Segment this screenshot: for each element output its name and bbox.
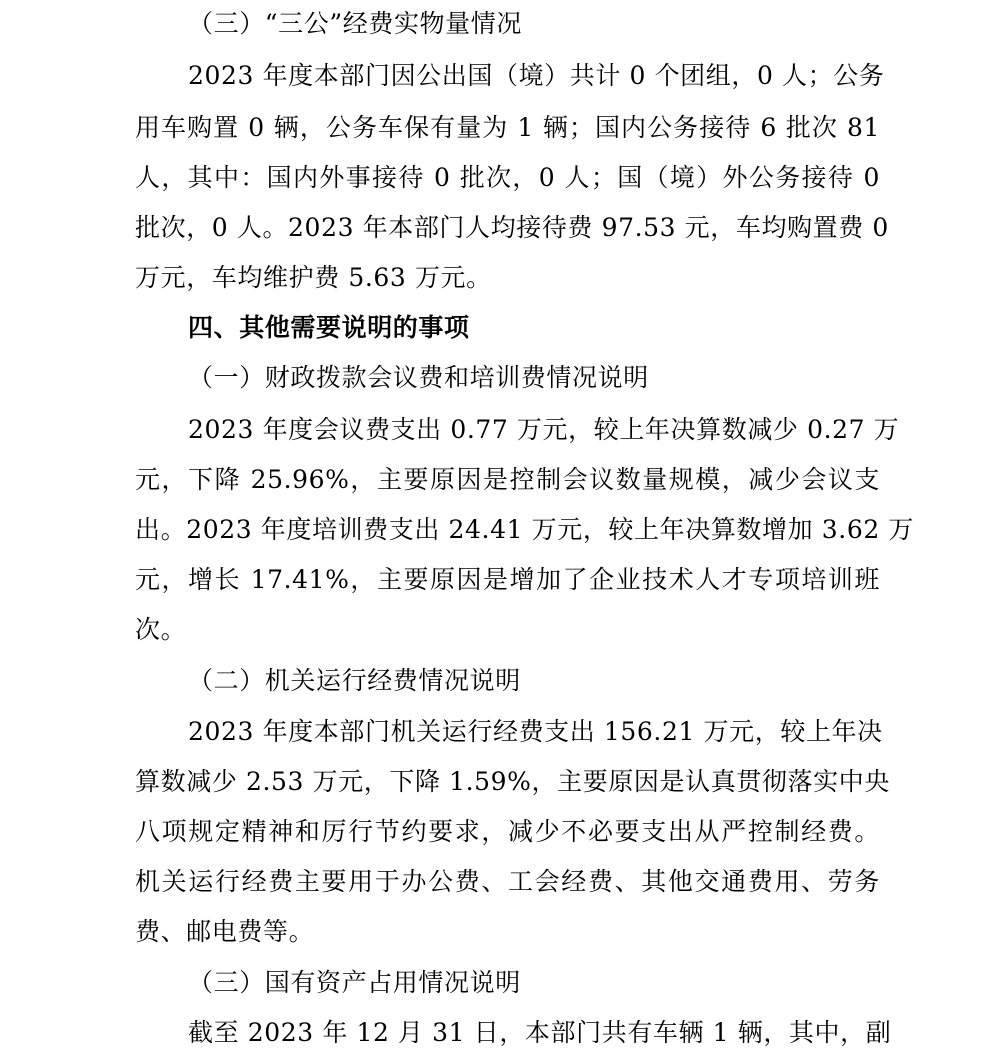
paragraph-line: 出。2023 年度培训费支出 24.41 万元，较上年决算数增加 3.62 万 xyxy=(135,515,914,544)
paragraph-line: 2023 年度会议费支出 0.77 万元，较上年决算数减少 0.27 万 xyxy=(188,415,900,444)
paragraph-line: 人，其中：国内外事接待 0 批次，0 人；国（境）外公务接待 0 xyxy=(135,163,880,192)
paragraph-line: 次。 xyxy=(135,615,187,644)
subsection-heading-operating-funds: （二）机关运行经费情况说明 xyxy=(188,666,521,695)
paragraph-line: 2023 年度本部门机关运行经费支出 156.21 万元，较上年决 xyxy=(188,717,883,746)
paragraph-line: 批次，0 人。2023 年本部门人均接待费 97.53 元，车均购置费 0 xyxy=(135,213,889,242)
paragraph-line: 机关运行经费主要用于办公费、工会经费、其他交通费用、劳务 xyxy=(135,867,880,896)
paragraph-line: 用车购置 0 辆，公务车保有量为 1 辆；国内公务接待 6 批次 81 xyxy=(135,113,880,142)
paragraph-line: 元，增长 17.41%，主要原因是增加了企业技术人才专项培训班 xyxy=(135,565,880,594)
paragraph-line: 算数减少 2.53 万元，下降 1.59%，主要原因是认真贯彻落实中央 xyxy=(135,767,890,796)
paragraph-line: 截至 2023 年 12 月 31 日，本部门共有车辆 1 辆，其中，副 xyxy=(188,1018,892,1047)
subsection-heading-meeting-training: （一）财政拨款会议费和培训费情况说明 xyxy=(188,363,649,392)
paragraph-line: 费、邮电费等。 xyxy=(135,917,315,946)
paragraph-line: 万元，车均维护费 5.63 万元。 xyxy=(135,263,492,292)
paragraph-line: 元，下降 25.96%，主要原因是控制会议数量规模，减少会议支 xyxy=(135,465,880,494)
subsection-heading-state-assets: （三）国有资产占用情况说明 xyxy=(188,968,521,997)
section-heading-sangong-quantity: （三）“三公”经费实物量情况 xyxy=(188,9,522,38)
paragraph-line: 八项规定精神和厉行节约要求，减少不必要支出从严控制经费。 xyxy=(135,817,880,846)
section-heading-other-matters: 四、其他需要说明的事项 xyxy=(188,313,470,342)
paragraph-line: 2023 年度本部门因公出国（境）共计 0 个团组，0 人；公务 xyxy=(188,61,885,90)
